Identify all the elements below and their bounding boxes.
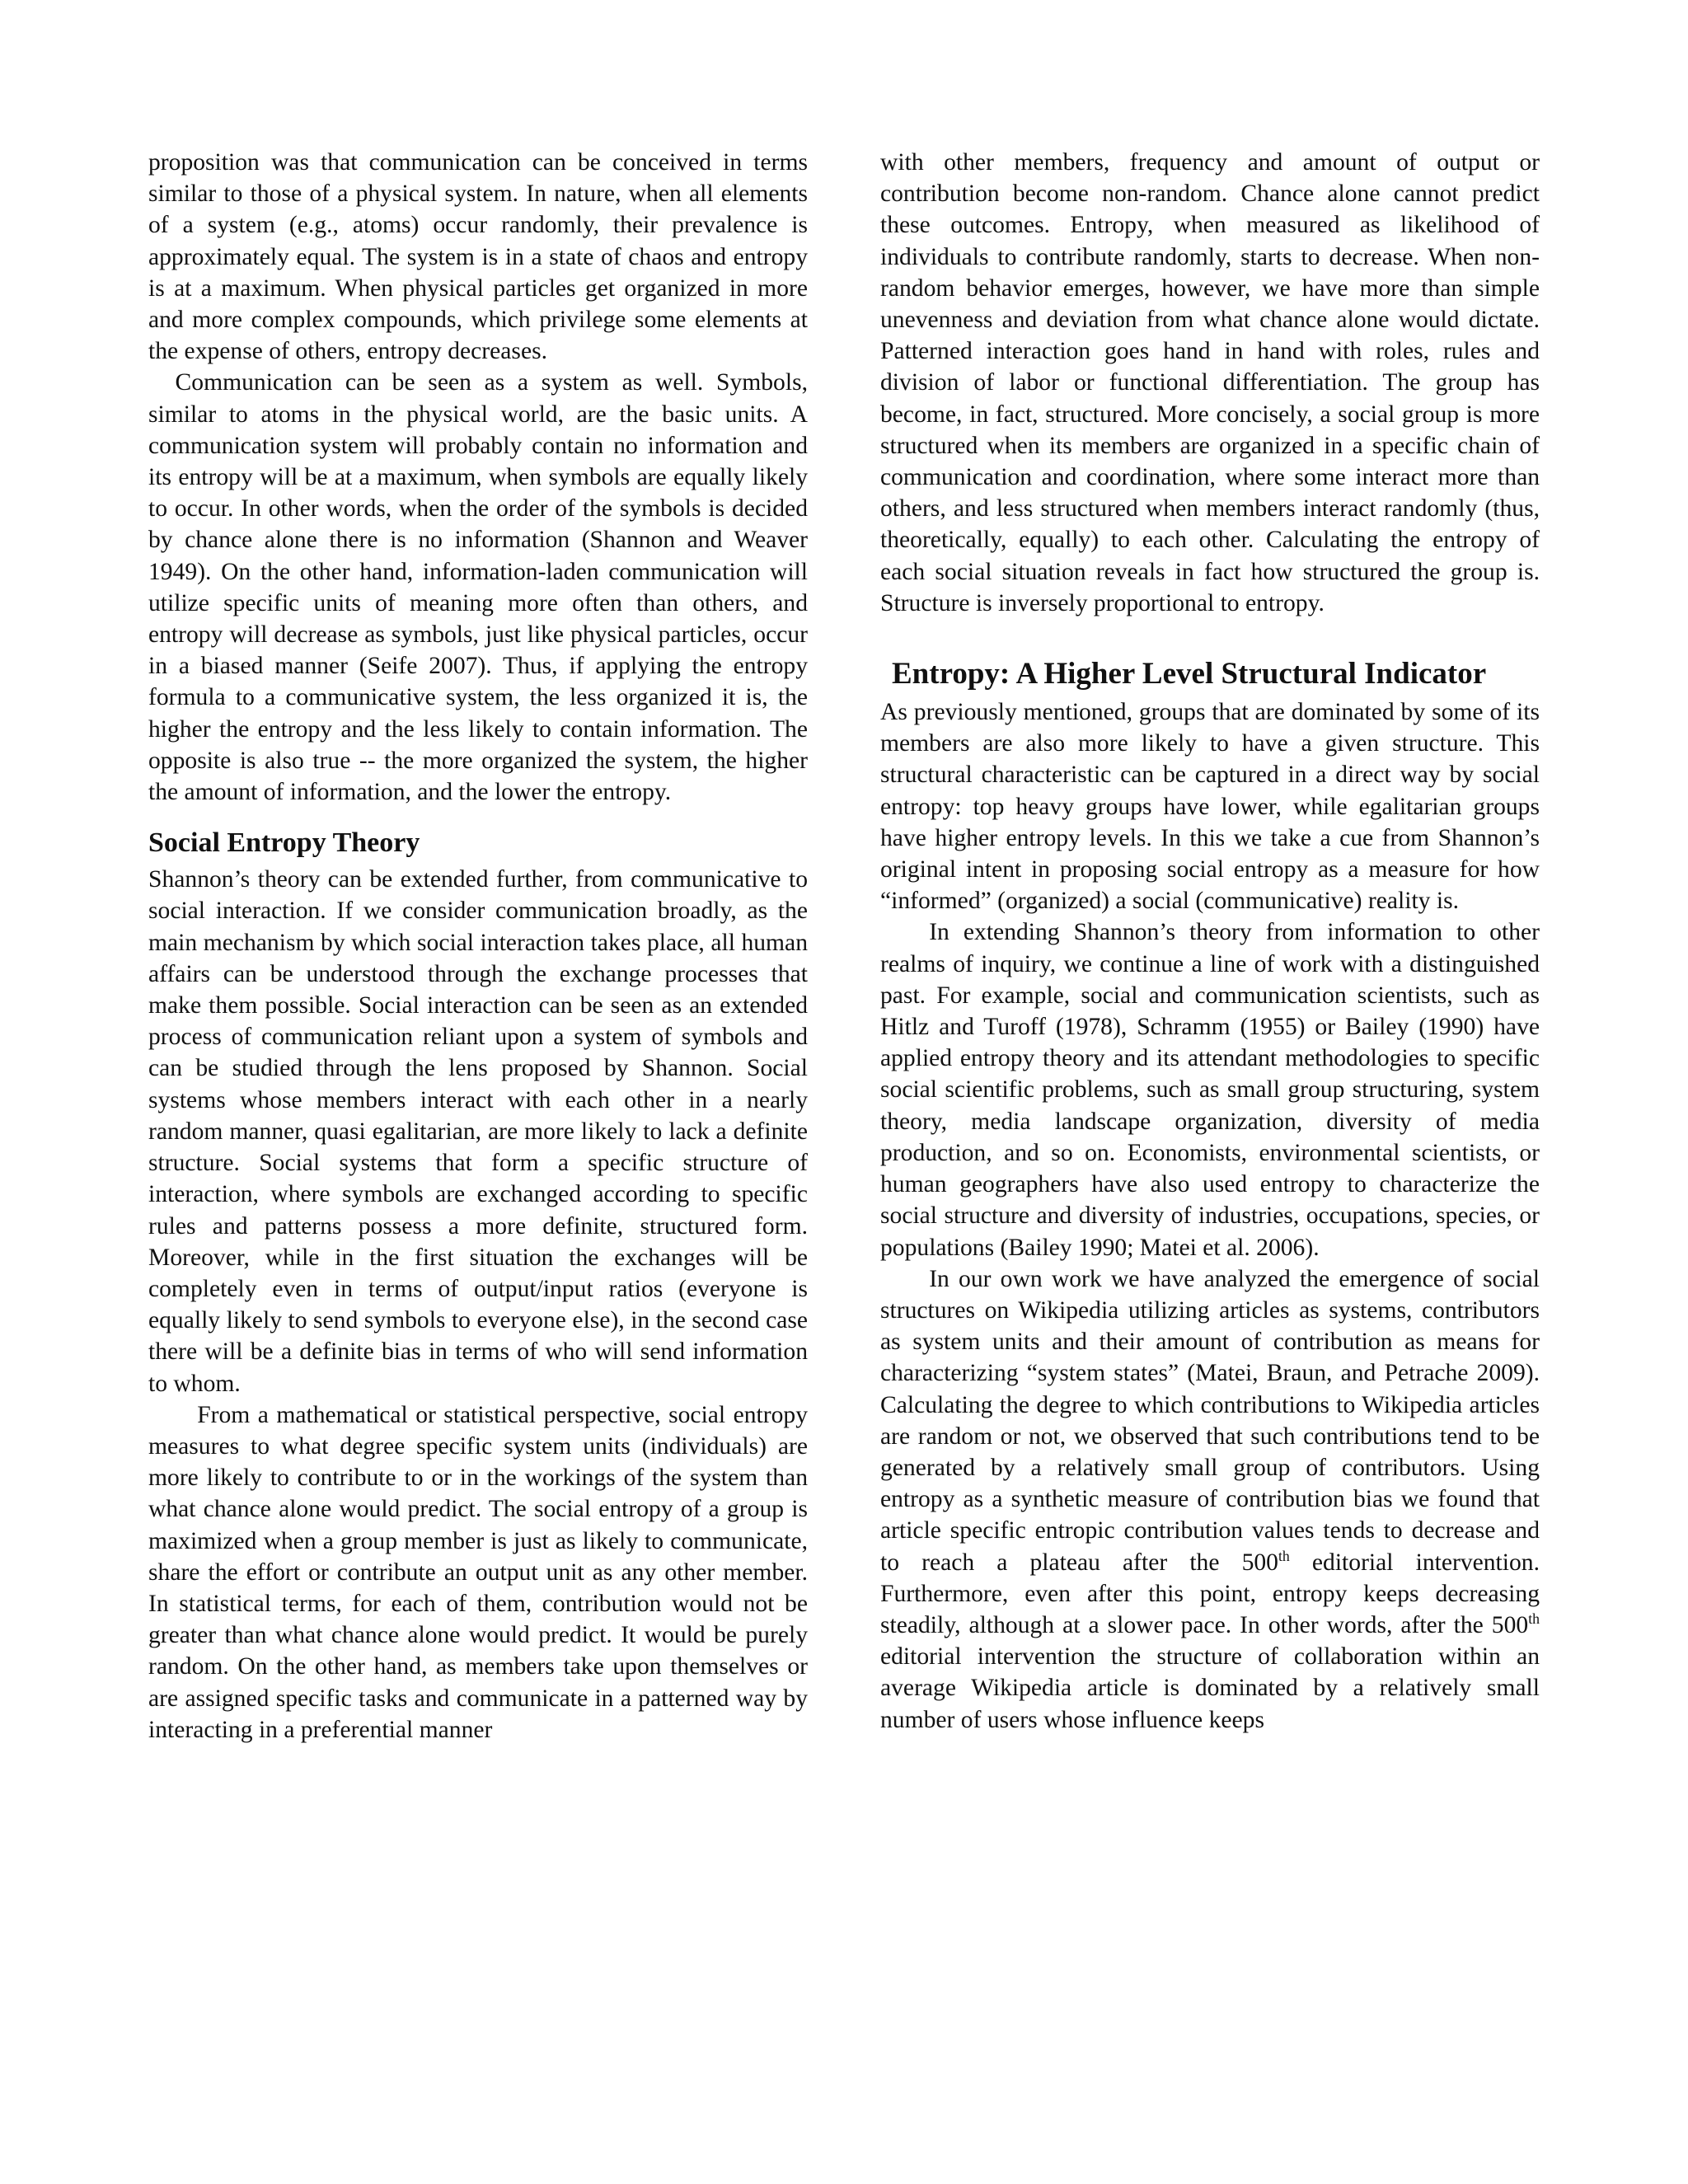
wikipedia-text-part-3: editorial intervention the structure of collaboration within an average Wikipedia article is dominated by a relatively small number of users whose influence keeps xyxy=(880,1643,1540,1733)
paragraph-entropy-physical-system: proposition was that communication can be conceived in terms similar to those of a physical system. In nature, when all elements of a system (e.g., atoms) occur randomly, their prevalence is approximately equal. The system is in a state of chaos and entropy is at a maximum. When physical particles get organized in more and more complex compounds, which privilege some elements at the expense of others, entropy decreases. xyxy=(148,149,808,365)
paragraph-non-random-contribution: with other members, frequency and amount of output or contribution become non-random. Chance alone cannot predict these outcomes. Entropy, when measured as likelihood of individuals to contribute randomly, starts to decrease. When non-random behavior emerges, however, we have more than simple unevenness and deviation from what chance alone would dictate. Patterned interaction goes hand in hand with roles, rules and division of labor or functional differentiation. The group has become, in fact, structured. More concisely, a social group is more structured when its members are organized in a specific chain of communication and coordination, where some interact more than others, and less structured when members interact randomly (thus, theoretically, equally) to each other. Calculating the entropy of each social situation reveals in fact how structured the group is. Structure is inversely proportional to entropy. xyxy=(880,149,1540,616)
paragraph-mathematical-perspective: From a mathematical or statistical perspective, social entropy measures to what degree specific system units (individuals) are more likely to contribute to or in the workings of the system than what chance alone would predict. The social entropy of a group is maximized when a group member is just as likely to communicate, share the effort or contribute an output unit as any other member. In statistical terms, for each of them, contribution would not be greater than what chance alone would predict. It would be purely random. On the other hand, as members take upon themselves or are assigned specific tasks and communicate in a patterned way by interacting in a preferential manner xyxy=(148,1401,808,1743)
superscript-th-1: th xyxy=(1278,1547,1290,1564)
right-column xyxy=(880,147,1540,1736)
heading-entropy-structural-indicator: Entropy: A Higher Level Structural Indicator xyxy=(892,657,1487,691)
paragraph-dominated-groups: As previously mentioned, groups that are dominated by some of its members are also more likely to have a given structure. This structural characteristic can be captured in a direct way by social entropy: top heavy groups have lower, while egalitarian groups have higher entropy levels. In this we take a cue from Shannon’s original intent in proposing social entropy as a measure for how “informed” (organized) a social (communicative) reality is. xyxy=(880,699,1540,915)
wikipedia-text-part-2: editorial intervention. Furthermore, even after this point, entropy keeps decreasing steadily, although at a slower pace. In other words, after the 500 xyxy=(880,1549,1540,1638)
heading-social-entropy-theory: Social Entropy Theory xyxy=(148,827,420,859)
paragraph-communication-system: Communication can be seen as a system as well. Symbols, similar to atoms in the physical world, are the basic units. A communication system will probably contain no information and its entropy will be at a maximum, when symbols are equally likely to occur. In other words, when the order of the symbols is decided by chance alone there is no information (Shannon and Weaver 1949). On the other hand, information-laden communication will utilize specific units of meaning more often than others, and entropy will decrease as symbols, just like physical particles, occur in a biased manner (Seife 2007). Thus, if applying the entropy formula to a communicative system, the less organized it is, the higher the entropy and the less likely to contain information. The opposite is also true -- the more organized the system, the higher the amount of information, and the lower the entropy. xyxy=(148,369,808,806)
paragraph-extending-shannon: In extending Shannon’s theory from information to other realms of inquiry, we continue a line of work with a distinguished past. For example, social and communication scientists, such as Hitlz and Turoff (1978), Schramm (1955) or Bailey (1990) have applied entropy theory and its attendant methodologies to specific social scientific problems, such as small group structuring, system theory, media landscape organization, diversity of media production, and so on. Economists, environmental scientists, or human geographers have also used entropy to characterize the social structure and diversity of industries, occupations, species, or populations (Bailey 1990; Matei et al. 2006). xyxy=(880,919,1540,1261)
paragraph-shannon-extended: Shannon’s theory can be extended further, from communicative to social interaction. If we consider communication broadly, as the main mechanism by which social interaction takes place, all human affairs can be understood through the exchange processes that make them possible. Social interaction can be seen as an extended process of communication reliant upon a system of symbols and can be studied through the lens proposed by Shannon. Social systems whose members interact with each other in a nearly random manner, quasi egalitarian, are more likely to lack a definite structure. Social systems that form a specific structure of interaction, where symbols are exchanged according to specific rules and patterns possess a more definite, structured form. Moreover, while in the first situation the exchanges will be completely even in terms of output/input ratios (everyone is equally likely to send symbols to everyone else), in the second case there will be a definite bias in terms of who will send information to whom. xyxy=(148,866,808,1397)
left-column xyxy=(148,147,808,1746)
wikipedia-text-part-1: In our own work we have analyzed the emergence of social structures on Wikipedia utilizing articles as systems, contributors as system units and their amount of contribution as means for characterizing “system states” (Matei, Braun, and Petrache 2009). Calculating the degree to which contributions to Wikipedia articles are random or not, we observed that such contributions tend to be generated by a relatively small group of contributors. Using entropy as a synthetic measure of contribution bias we found that article specific entropic contribution values tends to decrease and to reach a plateau after the 500 xyxy=(880,1265,1540,1576)
paragraph-wikipedia-analysis xyxy=(880,1263,1540,1736)
superscript-th-2: th xyxy=(1528,1610,1540,1628)
